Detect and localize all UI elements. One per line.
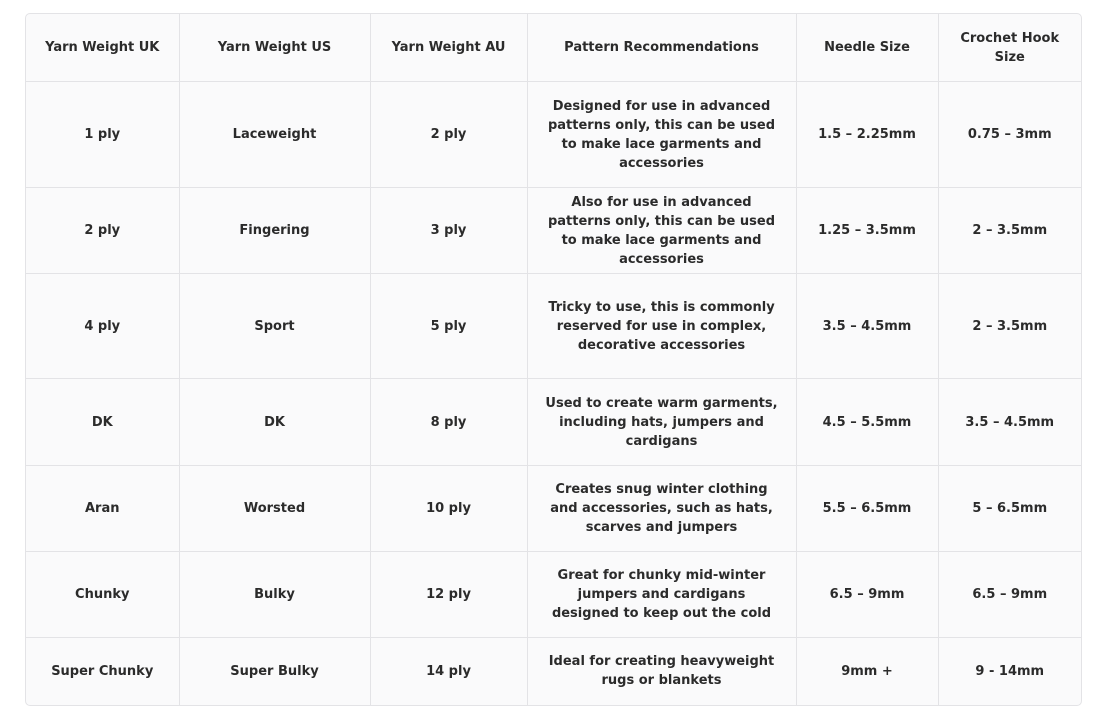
cell-needle-size: 1.5 – 2.25mm (796, 82, 938, 188)
header-yarn-weight-uk: Yarn Weight UK (26, 14, 179, 82)
cell-yarn-weight-us: DK (179, 379, 370, 466)
cell-yarn-weight-uk: 4 ply (26, 274, 179, 379)
cell-yarn-weight-au: 8 ply (370, 379, 527, 466)
table-header-row (26, 14, 1081, 82)
cell-pattern-recommendation: Used to create warm garments, including hats, jumpers and cardigans (527, 379, 796, 466)
header-crochet-hook-size: Crochet Hook Size (938, 14, 1081, 82)
cell-yarn-weight-au: 5 ply (370, 274, 527, 379)
cell-pattern-recommendation: Great for chunky mid-winter jumpers and cardigans designed to keep out the cold (527, 552, 796, 638)
cell-needle-size: 6.5 – 9mm (796, 552, 938, 638)
cell-crochet-hook-size: 0.75 – 3mm (938, 82, 1081, 188)
table-row (26, 638, 1081, 705)
cell-crochet-hook-size: 3.5 – 4.5mm (938, 379, 1081, 466)
cell-yarn-weight-us: Bulky (179, 552, 370, 638)
cell-crochet-hook-size: 9 - 14mm (975, 663, 1045, 679)
table-row (26, 379, 1081, 466)
cell-yarn-weight-uk: 2 ply (26, 188, 179, 274)
cell-crochet-hook-size: 5 – 6.5mm (938, 466, 1081, 552)
cell-yarn-weight-uk: Aran (26, 466, 179, 552)
cell-needle-size: 9mm + (796, 638, 938, 705)
table-row (26, 82, 1081, 188)
cell-yarn-weight-uk: DK (26, 379, 179, 466)
cell-pattern-recommendation: Ideal for creating heavyweight rugs or blankets (527, 638, 796, 705)
table-row (26, 274, 1081, 379)
header-pattern-recommendations: Pattern Recommendations (527, 14, 796, 82)
yarn-weight-table-container (25, 13, 1082, 706)
cell-yarn-weight-us: Sport (179, 274, 370, 379)
header-yarn-weight-us: Yarn Weight US (179, 14, 370, 82)
table-row (26, 188, 1081, 274)
cell-needle-size: 4.5 – 5.5mm (796, 379, 938, 466)
cell-yarn-weight-au: 3 ply (370, 188, 527, 274)
cell-yarn-weight-us: Worsted (179, 466, 370, 552)
cell-needle-size: 3.5 – 4.5mm (796, 274, 938, 379)
cell-yarn-weight-us: Super Bulky (179, 638, 370, 705)
cell-yarn-weight-uk: Chunky (26, 552, 179, 638)
cell-yarn-weight-au: 12 ply (370, 552, 527, 638)
cell-yarn-weight-au: 10 ply (370, 466, 527, 552)
cell-yarn-weight-au: 14 ply (370, 638, 527, 705)
cell-pattern-recommendation: Designed for use in advanced patterns only, this can be used to make lace garments and accessories (527, 82, 796, 188)
cell-needle-size: 1.25 – 3.5mm (796, 188, 938, 274)
cell-crochet-hook-size: 6.5 – 9mm (938, 552, 1081, 638)
cell-pattern-recommendation: Also for use in advanced patterns only, this can be used to make lace garments and accessories (527, 188, 796, 274)
cell-pattern-recommendation: Tricky to use, this is commonly reserved for use in complex, decorative accessories (527, 274, 796, 379)
cell-crochet-hook-size: 2 – 3.5mm (938, 188, 1081, 274)
table-row (26, 466, 1081, 552)
cell-pattern-recommendation: Creates snug winter clothing and accessories, such as hats, scarves and jumpers (527, 466, 796, 552)
header-yarn-weight-au: Yarn Weight AU (370, 14, 527, 82)
cell-yarn-weight-au: 2 ply (370, 82, 527, 188)
yarn-weight-table (26, 14, 1081, 705)
table-row (26, 552, 1081, 638)
cell-yarn-weight-us: Fingering (179, 188, 370, 274)
header-needle-size: Needle Size (796, 14, 938, 82)
cell-yarn-weight-uk: Super Chunky (26, 638, 179, 705)
cell-needle-size: 5.5 – 6.5mm (796, 466, 938, 552)
cell-yarn-weight-uk: 1 ply (26, 82, 179, 188)
cell-crochet-hook-size: 2 – 3.5mm (938, 274, 1081, 379)
cell-yarn-weight-us: Laceweight (179, 82, 370, 188)
